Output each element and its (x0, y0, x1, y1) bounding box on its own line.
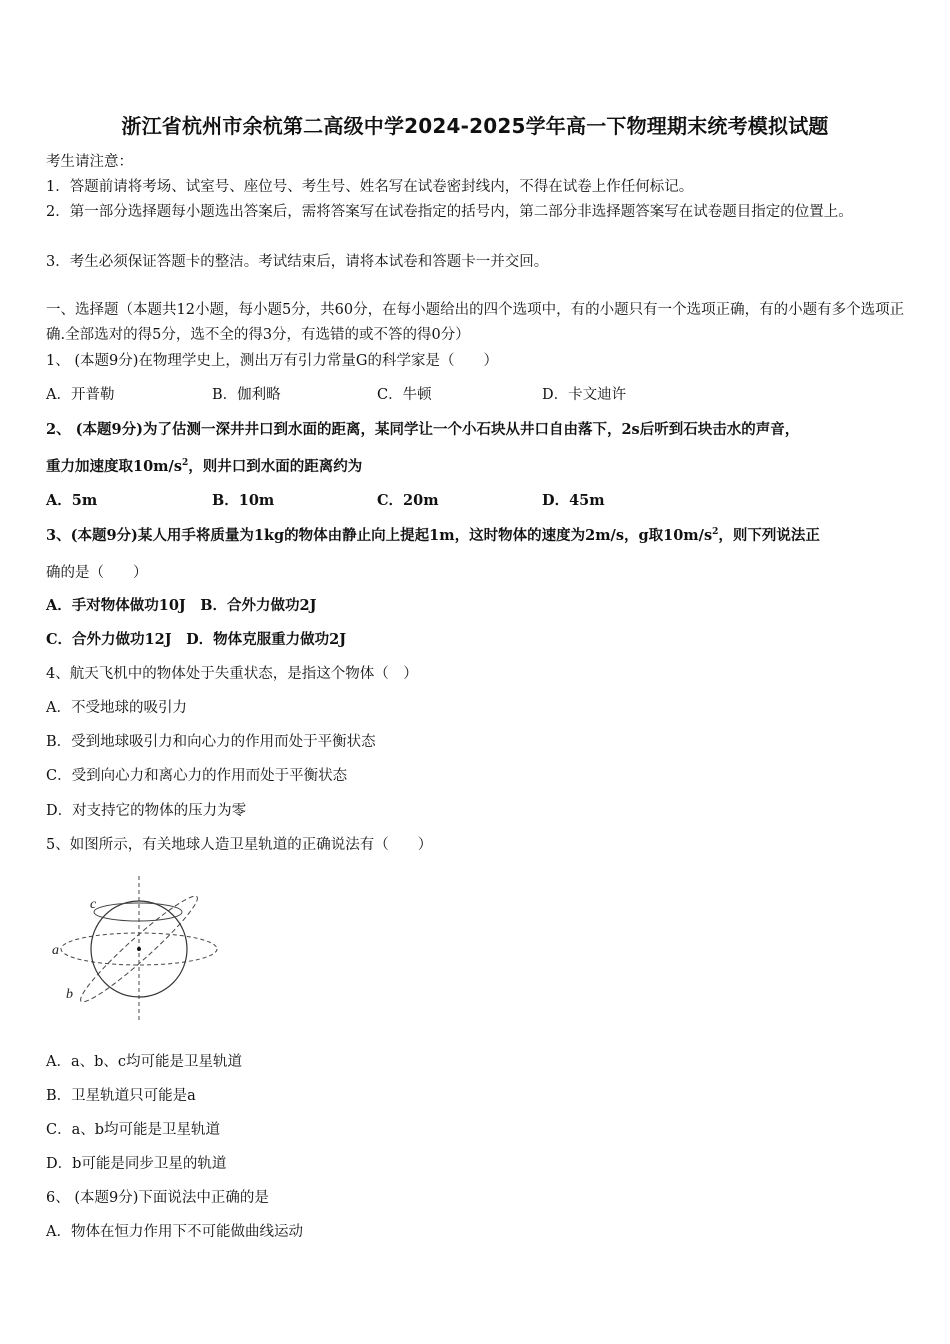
question-3-stem-line1: 3、(本题9分)某人用手将质量为1kg的物体由静止向上提起1m，这时物体的速度为2m/s，g取$10m/s^2$，则下列说法正 (46, 527, 820, 544)
q4-option-c: C．受到向心力和离心力的作用而处于平衡状态 (46, 768, 348, 784)
q4-option-a: A．不受地球的吸引力 (46, 700, 187, 716)
q6-option-a: A．物体在恒力作用下不可能做曲线运动 (46, 1224, 303, 1240)
notice-item-2: 2．第一部分选择题每小题选出答案后，需将答案写在试卷指定的括号内，第二部分非选择题答案写在试卷题目指定的位置上。 (46, 204, 853, 220)
notice-item-3: 3．考生必须保证答题卡的整洁。考试结束后，请将本试卷和答题卡一并交回。 (46, 254, 549, 270)
q5-option-d: D．b可能是同步卫星的轨道 (46, 1156, 227, 1172)
question-6-stem: 6、 (本题9分)下面说法中正确的是 (46, 1190, 269, 1206)
question-2-stem-line1: 2、 (本题9分)为了估测一深井井口到水面的距离，某同学让一个小石块从井口自由落下，2s后听到石块击水的声音， (46, 421, 800, 438)
question-2-stem-line2: 重力加速度取$10m/s^2$，则井口到水面的距离约为 (46, 458, 363, 475)
q1-option-c: C．牛顿 (377, 387, 432, 403)
q3-options-row-2: C．合外力做功12J D．物体克服重力做功2J (46, 631, 347, 648)
orbit-label-a: a (52, 943, 59, 958)
q2-option-a: A．5m (46, 492, 98, 509)
question-4-stem: 4、航天飞机中的物体处于失重状态，是指这个物体（ ） (46, 666, 418, 682)
q5-option-a: A．a、b、c均可能是卫星轨道 (46, 1054, 243, 1070)
q4-option-b: B．受到地球吸引力和向心力的作用而处于平衡状态 (46, 734, 376, 750)
notice-heading: 考生请注意： (46, 154, 133, 170)
exam-title: 浙江省杭州市余杭第二高级中学2024-2025学年高一下物理期末统考模拟试题 (121, 114, 829, 138)
question-3-stem-line2: 确的是（ ） (46, 565, 148, 581)
q5-option-b: B．卫星轨道只可能是a (46, 1088, 196, 1104)
q1-option-a: A．开普勒 (46, 387, 115, 403)
question-5-stem: 5、如图所示，有关地球人造卫星轨道的正确说法有（ ） (46, 837, 433, 853)
earth-center (137, 947, 141, 951)
orbit-label-c: c (90, 897, 97, 912)
q1-option-d: D．卡文迪许 (542, 387, 627, 403)
orbit-label-b: b (66, 987, 73, 1002)
q2-option-d: D．45m (542, 492, 605, 509)
q4-option-d: D．对支持它的物体的压力为零 (46, 803, 247, 819)
q2-option-b: B．10m (212, 492, 275, 509)
notice-item-1: 1．答题前请将考场、试室号、座位号、考生号、姓名写在试卷密封线内，不得在试卷上作任何标记。 (46, 179, 694, 195)
section-one-header: 一、选择题（本题共12小题，每小题5分，共60分，在每小题给出的四个选项中，有的小题只有一个选项正确，有的小题有多个选项正确.全部选对的得5分，选不全的得3分，有选错的或不答的得0分） (46, 302, 905, 343)
q3-options-row-1: A．手对物体做功10J B．合外力做功2J (46, 597, 317, 614)
q5-option-c: C．a、b均可能是卫星轨道 (46, 1122, 221, 1138)
q1-option-b: B．伽利略 (212, 387, 281, 403)
q2-option-c: C．20m (377, 492, 439, 509)
satellite-orbit-diagram (48, 874, 220, 1024)
question-1-stem: 1、 (本题9分)在物理学史上，测出万有引力常量G的科学家是（ ） (46, 353, 498, 369)
